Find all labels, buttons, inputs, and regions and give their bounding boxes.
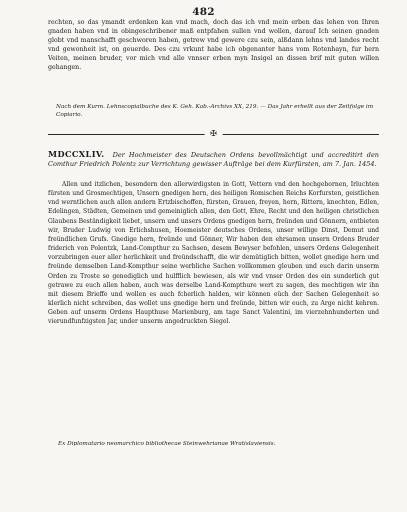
top-paragraph: rechten, so das ymandt erdenken kan vnd mach, doch das ich vnd mein erben das lehen von Ihren gnaden haben vnd in obingeschribener maß entpfahen sullen vnd wollen, darauf Ich seinen gnaden globt vnd manschafft geschworen haben, getrew vnd gewere czu sein, alßdann lehns vnd landes recht vnd gewonheit ist, on geuerde. Des czu vrkunt habe ich obgenanter hans vom Rotenhayn, fur hern Veiten, meinen bruder, vor mich vnd alle vnnser erben myn Insigel an dissen brif mit guten willen gehangen. xyxy=(48,19,379,72)
document-title xyxy=(48,150,379,169)
previous-document-text xyxy=(48,18,379,73)
document-body: Allen und itzlichen, besondern den allerwirdigsten in Gott, Vettern vnd den hochgebornen, Irluchten fürsten und Grosmechtigen, Unsern gnedigen hern, des heiligen Romischen Reichs Korfursten, geistlichen vnd werntlichen auch allen andern Ertzbischoffen, fürsten, Grauen, freyen, hern, Rittern, knechten, Edlen, Edelingen, Städten, Gemeinen und gemeiniglich allen, den Gott, Ehre, Recht und den heiligen christlichen Glaubens Beständigkeit liebet, unsern und unsers Ordens gnedigen hern, freünden und Gönnern, entbieten wir, Bruder Ludwig von Erlichshusen, Hoemeister deutsches Ordens, unser willige Dinst, Demut und freündlichen Grufs. Gnedige hern, freünde und Gönner, Wir haben den ehrsamen unsern Ordens Bruder friderich von Polentzk, Land-Compthur zu Sachsen, desem Bewyser befohlen, unsers Ordens Gelegenheit vorzubringen euer aller herlichkeit und freündschafft, die wir demütiglich bitten, wollet gnedige hern und freünde demselben Land-Kompthur seine werbliche Sachen vollkommen gleuben und euch darin unserm Orden zu Troste so genediglich und hulfflich bewiesen, als wir vnd vnser Orden des ein sunderlich gut getrawe zu euch allen haben, auch was derselbe Land-Kompthure wert zu sagen, des mechtigen wir ihn mit diesem Brieffe und wollen es auch fcherlich halden, wir können eüch der Sachen Gelegenheit so klerlich nicht schreiben, das wollet uns gnedige hern und freünde, bitten wir euch, zu Arge nicht kehren. Geben auf unserm Ordens Haupthuse Marienburg, am tage Sanct Valentini, im vierzehnhunderten und vierundfunfzigsten Jar, under unserm angedruckten Siegel. xyxy=(48,181,379,326)
page-number: 482 xyxy=(192,6,215,18)
document-heading: Der Hochmeister des Deutschen Ordens bevollmächtigt und accreditirt den Comthur Friedrich Polentz zur Verrichtung gewisser Aufträge bei dem Kurfürsten, am 7. Jan. 1454. xyxy=(48,151,379,169)
source-note: Nach dem Kurm. Lehnscopialbuche des K. Geh. Kab.-Archivs XX, 219. — Das Jahr erhellt aus der Zeitfolge im Copiario. xyxy=(56,104,374,118)
document-number: MDCCXLIV. xyxy=(48,149,105,159)
divider-ornament-icon: ✠ xyxy=(204,129,223,139)
signature-note: Ex Diplomatario neomarchico bibliothecae Steinwehrianae Wratislaviensis. xyxy=(58,441,276,447)
